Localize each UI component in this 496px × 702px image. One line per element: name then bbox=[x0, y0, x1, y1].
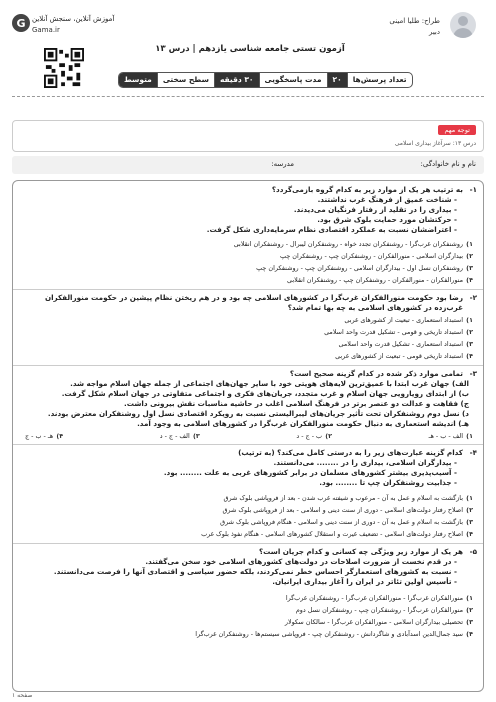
option-text: استبداد استعماری - تشکیل قدرت واحد اسلامی bbox=[338, 340, 463, 348]
info-count-value: ۲۰ bbox=[327, 73, 347, 87]
option-text: بازگشت به اسلام و عمل به آن - دوری از سنت دینی و اسلامی - هنگام فروپاشی بلوک شرق bbox=[220, 518, 463, 526]
question-number: ۴- bbox=[469, 448, 477, 457]
question-separator bbox=[13, 543, 483, 544]
question-line: - نسبت به کشورهای استعمارگر احساس خطر نمی‌کردند، بلکه حضور سیاسی و اقتصادی آنها را فرصت می‌دانستند. bbox=[53, 567, 457, 576]
option-1[interactable]: ۱)بازگشت به اسلام و عمل به آن - مرعوب و شیفته غرب شدن - بعد از فروپاشی بلوک شرق bbox=[223, 494, 473, 502]
option-3[interactable]: ۳)الف - ج - د bbox=[159, 432, 200, 440]
option-text: منورالفکران غرب‌گرا - روشنفکران چپ - روشنفکران نسل دوم bbox=[295, 606, 463, 614]
question-line: الف) جهان غرب ابتدا با عمیق‌ترین لایه‌های هویتی خود با سایر جهان‌های اجتماعی از جمله جهان اسلام مواجه شد. bbox=[70, 379, 469, 388]
option-text: بازگشت به اسلام و عمل به آن - مرعوب و شیفته غرب شدن - بعد از فروپاشی بلوک شرق bbox=[223, 494, 463, 502]
question-line: - بیداری را در تقلید از رفتار فرنگیان می‌دیدند. bbox=[293, 205, 457, 214]
option-text: بیدارگران اسلامی - منورالفکران - روشنفکران چپ - روشنفکران چپ bbox=[280, 252, 463, 260]
author-role: دبیر bbox=[428, 28, 440, 36]
question-line: - شناخت عمیق از فرهنگ غرب نداشتند. bbox=[317, 195, 457, 204]
option-3[interactable]: ۳)تحصیلی بیدارگران اسلامی - منورالفکران غرب‌گرا - سالکان سکولار bbox=[284, 618, 473, 626]
question-4 bbox=[19, 448, 477, 488]
option-3[interactable]: ۳)بازگشت به اسلام و عمل به آن - دوری از سنت دینی و اسلامی - هنگام فروپاشی بلوک شرق bbox=[220, 518, 473, 526]
question-stem: هر یک از موارد زیر ویژگی چه کسانی و کدام جریان است؟ bbox=[258, 547, 463, 556]
option-text: روشنفکران غرب‌گرا - روشنفکران تجدد خواه - روشنفکران لیبرال - روشنفکران انقلابی bbox=[233, 240, 463, 248]
option-1[interactable]: ۱)استبداد استعماری - تبعیت از کشورهای غربی bbox=[344, 316, 473, 324]
question-number: ۲- bbox=[469, 293, 477, 302]
option-text: اصلاح رفتار دولت‌های اسلامی - تضعیف غیرت و استقلال کشورهای اسلامی - هنگام نفوذ بلوک غرب bbox=[201, 530, 463, 538]
author-block bbox=[389, 16, 440, 38]
question-stem: رضا بود حکومت منورالفکران غرب‌گرا در کشورهای اسلامی چه بود و در هم ریختن نظام پیشین در حکومت منورالفکران غرب‌زده در کشورهای اسلامی به چه بها تمام شد؟ bbox=[44, 293, 463, 312]
info-duration-value: ۳۰ دقیقه bbox=[214, 73, 259, 87]
note-text: درس ۱۳: سرآغاز بیداری اسلامی bbox=[394, 140, 476, 147]
option-2[interactable]: ۲)منورالفکران غرب‌گرا - روشنفکران چپ - روشنفکران نسل دوم bbox=[295, 606, 473, 614]
option-text: منورالفکران غرب‌گرا - منورالفکران غرب‌گرا - روشنفکران غرب‌گرا bbox=[285, 594, 463, 602]
question-separator bbox=[13, 444, 483, 445]
option-3[interactable]: ۳)استبداد استعماری - تشکیل قدرت واحد اسلامی bbox=[338, 340, 473, 348]
question-line: - حرکتشان مورد حمایت بلوک شرق بود. bbox=[317, 215, 457, 224]
page-number: صفحه ۱ bbox=[12, 692, 33, 699]
exam-info-table bbox=[118, 72, 413, 88]
option-text: استبداد تاریخی و قومی - تشکیل قدرت واحد اسلامی bbox=[324, 328, 463, 336]
option-3[interactable]: ۳)روشنفکران نسل اول - بیدارگران اسلامی - روشنفکران چپ - روشنفکران چپ bbox=[256, 264, 473, 272]
option-text: سید جمال‌الدین اسدآبادی و شاگردانش - روشنفکران چپ - فروپاشی سیستم‌ها - روشنفکران غرب‌گرا bbox=[195, 630, 463, 638]
author-avatar bbox=[450, 12, 476, 38]
question-line: - در قدم نخست از ضرورت اصلاحات در دولت‌های کشورهای اسلامی خود سخن می‌گفتند. bbox=[145, 557, 457, 566]
option-text: استبداد تاریخی قومی - تبعیت از کشورهای غربی bbox=[335, 352, 463, 360]
question-line: ب) از ابتدای رویارویی جهان اسلام و غرب متجدد، جریان‌های فکری و اجتماعی متفاوتی در جهان اسلام شکل گرفت. bbox=[61, 389, 469, 398]
option-text: الف - ج - د bbox=[159, 432, 190, 440]
question-separator bbox=[13, 289, 483, 290]
option-2[interactable]: ۲)ب - ج - د bbox=[296, 432, 333, 440]
note-badge: توجه مهم bbox=[438, 125, 476, 135]
option-1[interactable]: ۱)الف - ب - هـ bbox=[428, 432, 473, 440]
option-text: هـ - ب - ج bbox=[25, 432, 54, 440]
question-line: - بیدارگران اسلامی، بیداری را در ........ می‌دانستند. bbox=[273, 458, 457, 467]
inline-options bbox=[25, 431, 473, 441]
qr-code-icon bbox=[44, 48, 84, 88]
info-count-label: تعداد پرسش‌ها bbox=[347, 73, 412, 87]
questions-container bbox=[12, 180, 484, 692]
question-stem: به ترتیب هر یک از موارد زیر به کدام گروه بازمی‌گردد؟ bbox=[271, 185, 463, 194]
option-4[interactable]: ۴)هـ - ب - ج bbox=[25, 432, 64, 440]
option-1[interactable]: ۱)منورالفکران غرب‌گرا - منورالفکران غرب‌گرا - روشنفکران غرب‌گرا bbox=[285, 594, 473, 602]
brand-block bbox=[32, 14, 182, 36]
question-line: ج) فقاهت و عدالت دو عنصر برتر در فرهنگ اسلامی اغلب در حاشیه مناسبات نقش بیرونی داشت. bbox=[124, 399, 469, 408]
option-text: اصلاح رفتار دولت‌های اسلامی - دوری از سنت دینی و اسلامی - بعد از فروپاشی بلوک شرق bbox=[222, 506, 463, 514]
question-number: ۳- bbox=[469, 369, 477, 378]
student-info-row bbox=[12, 156, 484, 174]
option-4[interactable]: ۴)منورالفکران - منورالفکران - روشنفکران چپ - روشنفکران انقلابی bbox=[287, 276, 473, 284]
option-text: استبداد استعماری - تبعیت از کشورهای غربی bbox=[344, 316, 463, 324]
option-2[interactable]: ۲)اصلاح رفتار دولت‌های اسلامی - دوری از سنت دینی و اسلامی - بعد از فروپاشی بلوک شرق bbox=[222, 506, 473, 514]
option-text: تحصیلی بیدارگران اسلامی - منورالفکران غرب‌گرا - سالکان سکولار bbox=[284, 618, 463, 626]
option-text: منورالفکران - منورالفکران - روشنفکران چپ - روشنفکران انقلابی bbox=[287, 276, 463, 284]
gama-logo-icon: G bbox=[12, 14, 30, 32]
brand-site: Gama.ir bbox=[32, 26, 60, 34]
question-stem: کدام گزینه عبارت‌های زیر را به درستی کامل می‌کند؟ (به ترتیب) bbox=[238, 448, 463, 457]
option-2[interactable]: ۲)استبداد تاریخی و قومی - تشکیل قدرت واحد اسلامی bbox=[324, 328, 473, 336]
option-text: ب - ج - د bbox=[296, 432, 323, 440]
option-4[interactable]: ۴)اصلاح رفتار دولت‌های اسلامی - تضعیف غیرت و استقلال کشورهای اسلامی - هنگام نفوذ بلوک غرب bbox=[201, 530, 473, 538]
author-name: طراح: طلیا امینی bbox=[389, 17, 440, 25]
question-number: ۵- bbox=[469, 547, 477, 556]
question-3 bbox=[19, 369, 477, 429]
option-4[interactable]: ۴)سید جمال‌الدین اسدآبادی و شاگردانش - روشنفکران چپ - فروپاشی سیستم‌ها - روشنفکران غرب‌گرا bbox=[195, 630, 473, 638]
question-line: - تأسیس اولین تئاتر در ایران را آغاز بیداری ایرانیان. bbox=[272, 577, 457, 586]
question-line: هـ) اندیشه استعماری به دنبال حکومت منورالفکران غرب‌گرا در کشورهای اسلامی به وجود آمد. bbox=[137, 419, 469, 428]
question-5 bbox=[19, 547, 477, 587]
info-difficulty-value: متوسط bbox=[119, 73, 157, 87]
question-2 bbox=[19, 293, 477, 313]
question-line: - جذابیت روشنفکران چپ تا ........ بود. bbox=[319, 478, 457, 487]
brand-slogan: آموزش آنلاین، سنجش آنلاین bbox=[32, 15, 115, 23]
exam-title: آزمون تستی جامعه شناسی یازدهم | درس ۱۳ bbox=[155, 44, 345, 54]
question-separator bbox=[13, 365, 483, 366]
note-box bbox=[12, 120, 484, 152]
header-divider bbox=[12, 96, 484, 97]
question-line: - اعتراضشان نسبت به عملکرد اقتصادی نظام سرمایه‌داری شکل گرفت. bbox=[206, 225, 457, 234]
info-duration-label: مدت پاسخگویی bbox=[259, 73, 327, 87]
question-1 bbox=[19, 185, 477, 235]
student-name-label: نام و نام خانوادگی: bbox=[420, 160, 476, 168]
question-line: د) نسل دوم روشنفکران تحت تأثیر جریان‌های لیبرالیستی نسبت به رویکرد اقتصادی نسل اول روشنفکران معترض بودند. bbox=[47, 409, 469, 418]
option-text: روشنفکران نسل اول - بیدارگران اسلامی - روشنفکران چپ - روشنفکران چپ bbox=[256, 264, 463, 272]
question-number: ۱- bbox=[469, 185, 477, 194]
option-4[interactable]: ۴)استبداد تاریخی قومی - تبعیت از کشورهای غربی bbox=[335, 352, 473, 360]
option-2[interactable]: ۲)بیدارگران اسلامی - منورالفکران - روشنفکران چپ - روشنفکران چپ bbox=[280, 252, 473, 260]
question-line: - آسیب‌پذیری بیشتر کشورهای مسلمان در برابر کشورهای غربی به علت ........ بود. bbox=[163, 468, 457, 477]
option-text: الف - ب - هـ bbox=[428, 432, 463, 440]
option-1[interactable]: ۱)روشنفکران غرب‌گرا - روشنفکران تجدد خواه - روشنفکران لیبرال - روشنفکران انقلابی bbox=[233, 240, 473, 248]
info-difficulty-label: سطح سختی bbox=[157, 73, 214, 87]
question-stem: تمامی موارد ذکر شده در کدام گزینه صحیح است؟ bbox=[289, 369, 463, 378]
school-label: مدرسه: bbox=[271, 160, 294, 168]
